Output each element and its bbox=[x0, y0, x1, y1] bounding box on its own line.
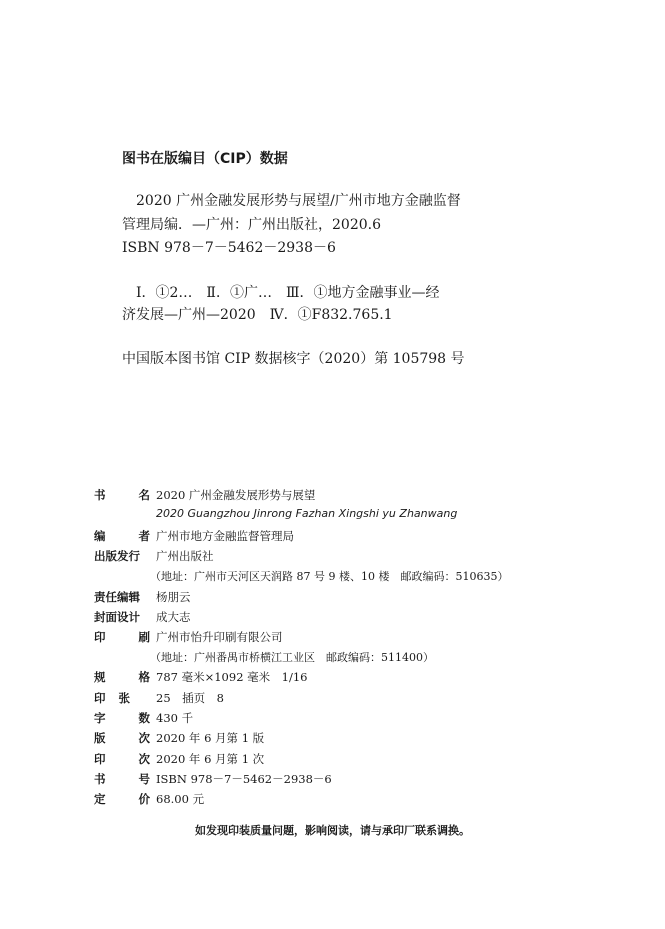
info-value-responsible-editor: 杨朋云 bbox=[156, 590, 191, 604]
info-label-printing: 印 次 bbox=[94, 752, 150, 766]
info-value-word-count: 430 千 bbox=[156, 711, 194, 725]
info-value-publisher-address: （地址：广州市天河区天润路 87 号 9 楼、10 楼 邮政编码：510635） bbox=[150, 570, 509, 583]
info-label-printer: 印 刷 bbox=[94, 630, 150, 644]
info-label-sheets: 印 张 bbox=[94, 691, 130, 705]
cip-heading: 图书在版编目（CIP）数据 bbox=[122, 151, 288, 167]
info-value-printer: 广州市怡升印刷有限公司 bbox=[156, 630, 283, 644]
info-value-publisher: 广州出版社 bbox=[156, 549, 214, 563]
info-label-word-count: 字 数 bbox=[94, 711, 150, 725]
cip-catalog-number: 中国版本图书馆 CIP 数据核字（2020）第 105798 号 bbox=[122, 351, 465, 367]
info-value-title: 2020 广州金融发展形势与展望 bbox=[156, 488, 316, 502]
info-label-title: 书 名 bbox=[94, 488, 150, 502]
info-value-title-pinyin: 2020 Guangzhou Jinrong Fazhan Xingshi yu Zhanwang bbox=[156, 507, 458, 520]
cip-isbn: ISBN 978－7－5462－2938－6 bbox=[122, 240, 336, 256]
info-value-cover-design: 成大志 bbox=[156, 610, 191, 624]
info-label-responsible-editor: 责任编辑 bbox=[94, 590, 140, 604]
info-value-printer-address: （地址：广州番禺市桥横江工业区 邮政编码：511400） bbox=[150, 651, 434, 664]
info-label-format: 规 格 bbox=[94, 670, 150, 684]
info-value-sheets: 25 插页 8 bbox=[156, 691, 224, 705]
info-label-publisher: 出版发行 bbox=[94, 549, 140, 563]
info-label-cover-design: 封面设计 bbox=[94, 610, 140, 624]
info-label-price: 定 价 bbox=[94, 792, 150, 806]
info-value-editor: 广州市地方金融监督管理局 bbox=[156, 529, 294, 543]
info-label-edition: 版 次 bbox=[94, 731, 150, 745]
cip-title-line-1: 2020 广州金融发展形势与展望/广州市地方金融监督 bbox=[136, 193, 461, 209]
info-value-edition: 2020 年 6 月第 1 版 bbox=[156, 731, 265, 745]
info-value-printing: 2020 年 6 月第 1 次 bbox=[156, 752, 265, 766]
cip-title-line-2: 管理局编．—广州：广州出版社，2020.6 bbox=[122, 217, 381, 233]
print-quality-notice: 如发现印装质量问题，影响阅读，请与承印厂联系调换。 bbox=[195, 824, 470, 837]
info-label-editor: 编 者 bbox=[94, 529, 150, 543]
info-label-book-number: 书 号 bbox=[94, 772, 150, 786]
info-value-format: 787 毫米×1092 毫米 1/16 bbox=[156, 670, 308, 684]
info-value-price: 68.00 元 bbox=[156, 792, 205, 806]
cip-classification-line-1: Ⅰ．①2… Ⅱ．①广… Ⅲ．①地方金融事业—经 bbox=[136, 285, 440, 301]
info-value-book-number: ISBN 978－7－5462－2938－6 bbox=[156, 772, 332, 786]
cip-classification-line-2: 济发展—广州—2020 Ⅳ．①F832.765.1 bbox=[122, 307, 393, 323]
